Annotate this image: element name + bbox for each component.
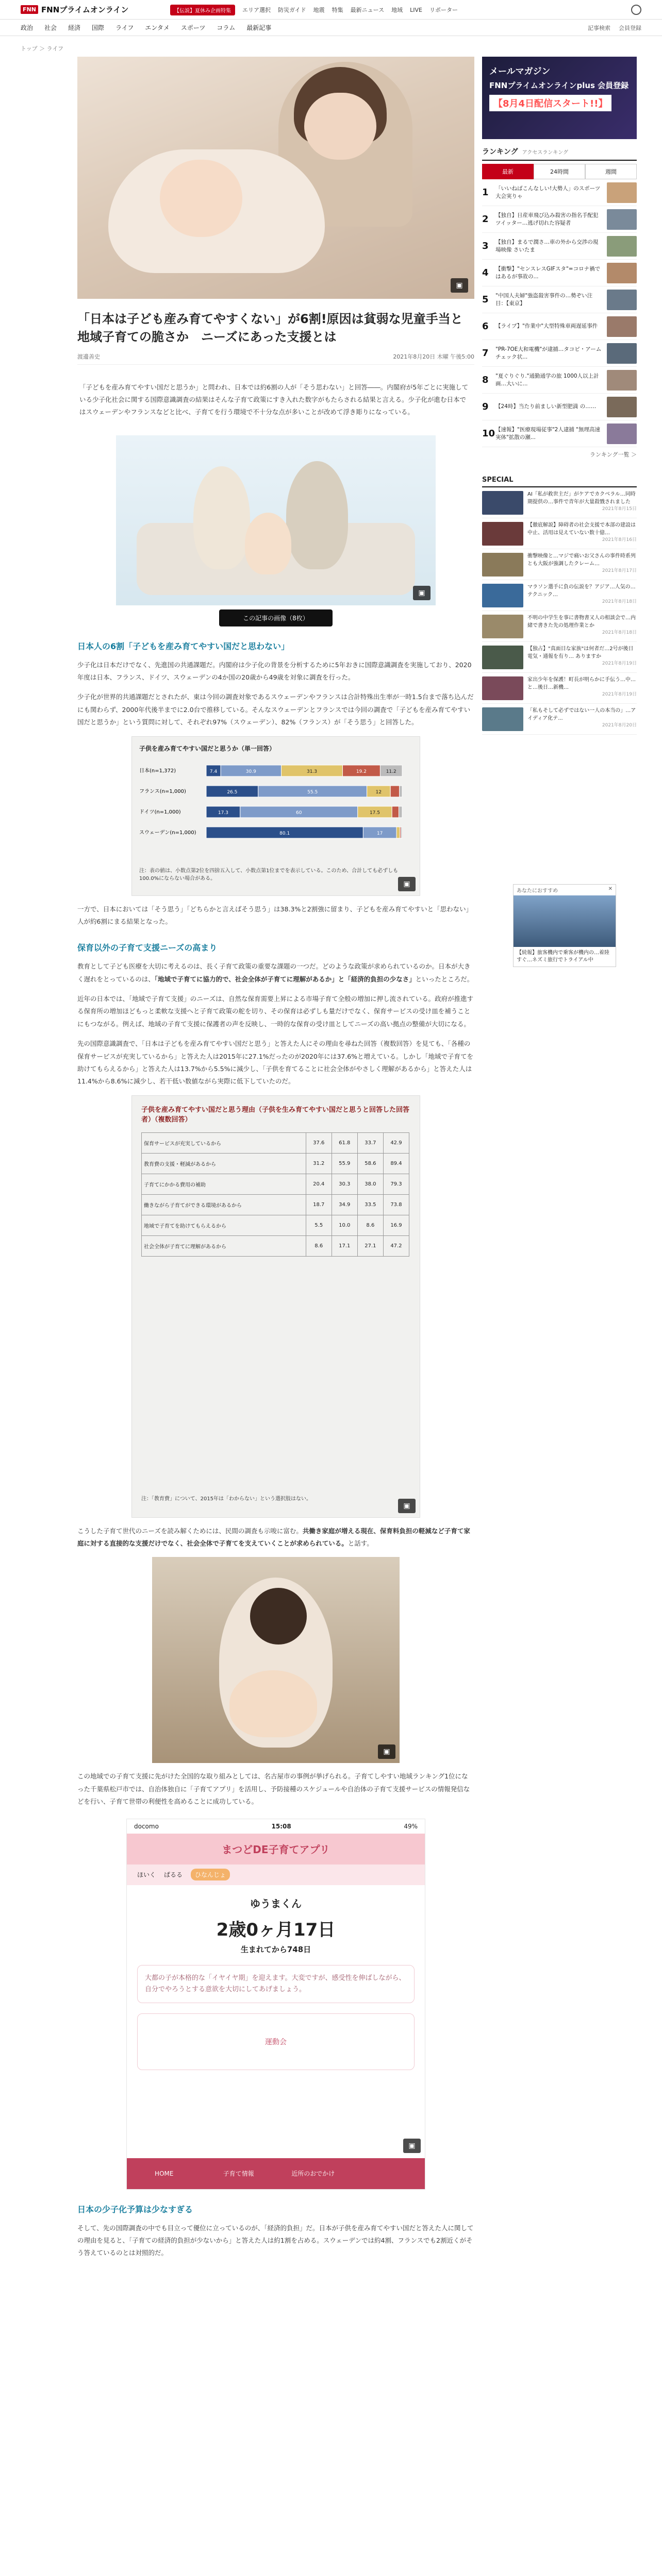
- logo-text: FNNプライムオンライン: [41, 5, 129, 14]
- app-tab-active[interactable]: ひなんじょ: [191, 1869, 230, 1880]
- ranking-header: [482, 146, 637, 161]
- ranking-item[interactable]: [482, 367, 637, 394]
- special-text-wrap: [527, 553, 637, 576]
- rank-number: 1: [482, 187, 489, 198]
- newsletter-line2: FNNプライムオンラインplus 会員登録: [489, 81, 629, 90]
- chart2-cell: 42.9: [383, 1132, 409, 1153]
- rank-thumbnail[interactable]: [607, 423, 637, 444]
- rank-title: 【速報】"医療現場従事"2人逮捕 "無理高速実体"拡散の瀬...: [495, 426, 601, 440]
- chart2-row: [142, 1132, 409, 1153]
- chart2-cell: 58.6: [357, 1153, 383, 1174]
- chart1-value-label: 55.5: [307, 789, 318, 795]
- ranking-list: [482, 179, 637, 447]
- search-link[interactable]: 記事検索: [588, 25, 610, 31]
- chart2-cell: 33.7: [357, 1132, 383, 1153]
- special-title: 「私もそして必ずではない一人の本当の」…アイディア化テ...: [527, 708, 636, 721]
- person-hair-shape: [250, 1588, 307, 1645]
- ranking-item[interactable]: [482, 179, 637, 206]
- special-item[interactable]: [482, 611, 637, 642]
- special-date: 2021年8月16日: [602, 537, 637, 543]
- hero-baby-face: [160, 160, 242, 237]
- chart2-note: 注：「教育費」について、2015年は「わからない」という選択肢はない。: [141, 1496, 312, 1502]
- special-title: 【独占】"真面目な家族"は何者だ…2号が後日電気・通報を有り… ありますか: [527, 646, 634, 659]
- article-main: [77, 57, 474, 2267]
- top-nav: [170, 0, 458, 20]
- ranking-tabs: [482, 164, 637, 179]
- rank-title: 【独自】日産車飛び込み殺害の指名手配犯 ツイッター…逃げ切れた容疑者: [495, 212, 599, 226]
- chart2-cell: 8.6: [357, 1215, 383, 1235]
- chart2-cell: 31.2: [306, 1153, 332, 1174]
- chart2-row-label: 社会全体が子育てに理解があるから: [142, 1235, 306, 1256]
- rank-title: "夏ぐりぐり."通勤通学の旅 1000人以上計画…大いに...: [495, 372, 599, 387]
- category-item[interactable]: 政治: [21, 24, 34, 31]
- category-item[interactable]: 経済: [68, 24, 81, 31]
- special-date: 2021年8月17日: [602, 568, 637, 573]
- app-tabs: [127, 1865, 425, 1885]
- special-date: 2021年8月18日: [602, 599, 637, 604]
- chart2-cell: 17.1: [332, 1235, 357, 1256]
- paragraph-emphasis: 共働き家庭が増える現在、保育料負担の軽減など子育て家庭に対する直接的な支援だけでなく、社会全体で子育てを支えていくことが求められている。: [77, 1527, 470, 1548]
- paragraph-text: といったところだ。: [415, 975, 474, 983]
- article-paragraph: [77, 1525, 474, 1550]
- top-header: [0, 0, 662, 20]
- chart1-figure: [131, 736, 420, 896]
- publish-date: 2021年8月20日 木曜 午後5:00: [393, 353, 474, 360]
- family-figure: [116, 435, 436, 626]
- user-icon[interactable]: [631, 5, 641, 15]
- chart1-country-label: ドイツ(n=1,000): [139, 809, 181, 815]
- special-date: 2021年8月19日: [602, 661, 637, 666]
- special-item[interactable]: [482, 518, 637, 549]
- rank-thumbnail[interactable]: [607, 182, 637, 203]
- category-item[interactable]: 社会: [44, 24, 57, 31]
- special-text-wrap: [527, 646, 637, 669]
- special-header: SPECIAL: [482, 476, 637, 487]
- chart1-bar-segment: [400, 786, 402, 797]
- ranking-tab[interactable]: 24時間: [534, 164, 585, 179]
- rank-thumbnail[interactable]: [607, 397, 637, 417]
- ranking-item[interactable]: [482, 206, 637, 233]
- recommended-video[interactable]: [513, 884, 616, 967]
- app-tab[interactable]: ほいく: [137, 1871, 156, 1879]
- app-nav-item[interactable]: 近所のおでかけ: [291, 2170, 335, 2178]
- special-thumbnail[interactable]: [482, 707, 523, 731]
- top-nav-item[interactable]: 地震: [313, 7, 325, 13]
- family-image: [116, 435, 436, 605]
- chart1-value-label: 26.5: [227, 789, 238, 795]
- parent-child-image: [152, 1557, 400, 1763]
- chart2-tbody: [142, 1132, 409, 1256]
- article-paragraph: この地域での子育て支援に先がけた全国的な取り組みとしては、名古屋市の事例が挙げられる。子育てしやすい地域ランキング1位になった千葉県松戸市では、自治体独自に「子育てアプリ」を活用し、予防接種のスケジュールや自治体の子育て支援サービスの情報発信などを行い、子育て世帯の利便性を高めることに成功している。: [77, 1772, 470, 1806]
- special-title: 【徹底解説】障碍者の社会支援で本部の建設は中止、活用は見えていない数十億…: [527, 522, 636, 536]
- chart2-row-label: 保育サービスが充実しているから: [142, 1132, 306, 1153]
- category-item[interactable]: エンタメ: [145, 24, 170, 31]
- app-screenshot: [126, 1819, 425, 2190]
- chart1-value-label: 31.3: [306, 769, 318, 774]
- chart2-row: [142, 1215, 409, 1235]
- app-time: 15:08: [271, 1822, 291, 1830]
- chart1-bar-segment: [399, 806, 402, 818]
- special-item[interactable]: [482, 580, 637, 611]
- chart1-value-label: 60: [296, 810, 302, 816]
- chart2-cell: 55.9: [332, 1153, 357, 1174]
- chart2-row: [142, 1194, 409, 1215]
- rank-number: 10: [482, 428, 495, 439]
- chart1-country-label: 日本(n=1,372): [139, 768, 176, 774]
- newsletter-banner[interactable]: [482, 57, 637, 139]
- chart1-title: 子供を産み育てやすい国だと思うか（単一回答）: [139, 744, 276, 752]
- chart2-cell: 10.0: [332, 1215, 357, 1235]
- ranking-item[interactable]: [482, 420, 637, 447]
- article-paragraph: 近年の日本では、「地域で子育て支援」のニーズは、自然な保育需要上昇による市場子育て全般の増加に押し流されている。政府が推進する保育所の増加ほどもっと柔軟な支援へと子育て政策の舵を切り、その保育は必ずしも量だけでなく、保育サービスの受け皿を補うことにもつながる。例えば、地域の子育て支援に保護者の声を反映し、一時的な保育の受け皿としてニーズの高い拠点の整備が大切になる。: [77, 995, 474, 1028]
- ranking-title: ランキング: [482, 148, 518, 156]
- special-thumbnail[interactable]: [482, 646, 523, 669]
- category-item[interactable]: コラム: [217, 24, 236, 31]
- logo-mark: FNN: [21, 5, 38, 14]
- article-paragraph: [77, 960, 474, 986]
- ranking-subtitle: アクセスランキング: [522, 149, 568, 156]
- rank-thumbnail[interactable]: [607, 209, 637, 230]
- section-heading: 日本人の6割「子どもを産み育てやすい国だと思わない」: [77, 641, 290, 651]
- event-label: 運動会: [265, 2038, 287, 2046]
- app-notice: 大都の子が本格的な「イヤイヤ期」を迎えます。大変ですが、感受性を伸ばしながら、自分でやろうとする意欲を大切にしてあげましょう。: [137, 1965, 415, 2003]
- chart1-note: 注：表の値は、小数点第2位を四捨五入して、小数点第1位までを表示している。このため、合計しても必ずしも100.0%にならない場合がある。: [139, 868, 399, 882]
- top-nav-item[interactable]: 特集: [332, 7, 343, 13]
- days-since-birth: 生まれてから748日: [240, 1944, 311, 1954]
- newsletter-line1: メールマガジン: [489, 66, 551, 77]
- category-item[interactable]: スポーツ: [180, 24, 206, 31]
- paragraph-text: と話す。: [347, 1539, 373, 1548]
- special-date: 2021年8月15日: [602, 506, 637, 512]
- chart1-value-label: 30.9: [245, 769, 256, 774]
- rank-number: 3: [482, 241, 489, 251]
- video-thumbnail[interactable]: [514, 895, 616, 947]
- special-item[interactable]: [482, 642, 637, 673]
- app-bottom-nav: [127, 2158, 425, 2189]
- breadcrumb[interactable]: トップ ＞ ライフ: [21, 45, 64, 52]
- special-text-wrap: [527, 584, 637, 607]
- chart1-value-label: 17.3: [218, 810, 228, 816]
- rank-number: 9: [482, 401, 489, 412]
- chart2-cell: 89.4: [383, 1153, 409, 1174]
- category-item[interactable]: 国際: [92, 24, 105, 31]
- special-title: マラソン選手に負の伝説を？アジア…人気の…テクニック…: [527, 584, 636, 598]
- site-logo[interactable]: [21, 4, 128, 15]
- app-nav-item[interactable]: HOME: [155, 2170, 174, 2177]
- category-nav: [0, 20, 662, 36]
- rank-thumbnail[interactable]: [607, 263, 637, 283]
- chart2-cell: 16.9: [383, 1215, 409, 1235]
- section-heading: 日本の少子化予算は少なすぎる: [77, 2204, 193, 2214]
- category-right: [588, 20, 641, 36]
- ranking-item[interactable]: [482, 233, 637, 260]
- paragraph-text: 教育として子ども医療を大切に考えるのは、長く子育て政策の重要な課題の一つだ。どのような政策が求められているのか。日本が大きく遅れをとっているのは、: [77, 962, 471, 983]
- ranking-item[interactable]: [482, 313, 637, 340]
- top-nav-item[interactable]: エリア選択: [242, 7, 271, 13]
- chart1-svg: [139, 758, 412, 861]
- app-tab[interactable]: ぱるる: [164, 1871, 183, 1879]
- special-thumbnail[interactable]: [482, 522, 523, 546]
- chart2-cell: 30.3: [332, 1174, 357, 1194]
- child-name: ゆうまくん: [250, 1897, 302, 1910]
- author-row: [77, 352, 474, 365]
- special-item[interactable]: [482, 487, 637, 518]
- chart1-value-label: 17: [376, 831, 383, 836]
- article-paragraph: そして、先の国際調査の中でも目立って優位に立っているのが、「経済的負担」だ。日本が子供を産み育てやすい国だと答えた人に関しての理由を見ると、「子育ての経済的負担が少ないから」と答えた人は約1割を占める。スウェーデンでは約4割、フランスでも2割近くがそう答えているのとは対照的だ。: [77, 2224, 474, 2257]
- special-thumbnail[interactable]: [482, 491, 523, 515]
- app-status-bar: [127, 1819, 425, 1834]
- app-nav-item[interactable]: 子育て情報: [223, 2170, 254, 2178]
- app-body: [127, 1885, 425, 2080]
- chart2-cell: 47.2: [383, 1235, 409, 1256]
- chart1-value-label: 17.5: [369, 810, 380, 816]
- rank-thumbnail[interactable]: [607, 370, 637, 391]
- chart2-cell: 61.8: [332, 1132, 357, 1153]
- child-age: 2歳0ヶ月17日: [216, 1919, 336, 1940]
- chart1-country-label: フランス(n=1,000): [139, 788, 186, 794]
- special-title: AI「私が救世主だ」がケアでカクベラル…同時期提供の…事件で青年が大量殺戮されました: [527, 492, 636, 505]
- video-header-label: あなたにおすすめ: [517, 888, 558, 894]
- author-name[interactable]: 渡邊善史: [77, 353, 100, 360]
- chart2-cell: 5.5: [306, 1215, 332, 1235]
- ranking-item[interactable]: [482, 340, 637, 367]
- chart2-cell: 79.3: [383, 1174, 409, 1194]
- top-nav-item[interactable]: リポーター: [429, 7, 458, 13]
- person-shape: [193, 466, 250, 569]
- rank-thumbnail[interactable]: [607, 290, 637, 310]
- top-nav-item[interactable]: LIVE: [410, 6, 422, 13]
- video-header: [514, 885, 616, 895]
- chart2-cell: 37.6: [306, 1132, 332, 1153]
- rank-number: 2: [482, 214, 489, 225]
- video-title: 【続報】旅客機内で乗客が機内の…着陸すぐ…ネズミ旅行でトライアル中: [517, 950, 609, 963]
- article-paragraph: 少子化は日本だけでなく、先進国の共通課題だ。内閣府は少子化の背景を分析するために5年おきに国際意識調査を実施しており、2020年度は日本、フランス、ドイツ、スウェーデンの4か国の20歳から49歳を対象に調査を行った。: [77, 660, 472, 682]
- special-thumbnail[interactable]: [482, 584, 523, 607]
- register-link[interactable]: 会員登録: [619, 25, 641, 31]
- rank-number: 4: [482, 267, 489, 278]
- gallery-icon[interactable]: ▣: [378, 1744, 395, 1759]
- special-title: 家出少年を保護！町長が明らかに手伝う…中…と…後日…新機…: [527, 677, 636, 690]
- article-paragraph: 一方で、日本においては「そう思う」「どちらかと言えばそう思う」は38.3%と2割強に留まり、子どもを産み育てやすいと「思わない」人が約6割にまる結果となった。: [77, 905, 473, 925]
- article-lead: 「子どもを産み育てやすい国だと思うか」と問われ、日本では約6割の人が「そう思わない」と回答――。内閣府が5年ごとに実施している少子化社会に関する国際意識調査の結果はそんな子育て政策にすき入れた数字がもたらされる結果と言える。少子化が進む日本ではスウェーデンやフランスなどと比べ、子育てを行う環境で不十分な点が多いことが改めて浮き彫りになっている。: [79, 383, 469, 416]
- gallery-icon[interactable]: ▣: [398, 1499, 416, 1513]
- rank-thumbnail[interactable]: [607, 236, 637, 257]
- ranking-more-link[interactable]: ランキング一覧 ＞: [589, 451, 637, 458]
- chart1-bar-segment: [392, 806, 399, 818]
- paragraph-emphasis: 「地域で子育てに協力的で、社会全体が子育てに理解があるか」と「経済的負担の少なさ」: [154, 975, 416, 983]
- chart2-cell: 33.5: [357, 1194, 383, 1215]
- special-thumbnail[interactable]: [482, 553, 523, 577]
- gallery-icon[interactable]: ▣: [413, 586, 431, 600]
- article-paragraph: 先の国際意識調査で、「日本は子どもを産み育てやすい国だと思う」と答えた人にその理由を尋ねた回答（複数回答）を見ても、「各種の保育サービスが充実しているから」と答えた人は2015年に27.1%だったのが2020年には37.6%と増えている。しかし「地域で子育てを助けてもらえるから」と答えた人は13.7%から5.5%に減少し、「子供を育てることに社会全体がやさしく理解があるから」と答えた人は11.4%から8.6%に減少し、若干低い数値ながら実際に低下していたのだ。: [77, 1040, 474, 1086]
- special-date: 2021年8月20日: [602, 723, 637, 728]
- chart1-bar-segment: [396, 827, 400, 838]
- app-banner: まつどDE子育てアプリ: [127, 1834, 425, 1865]
- hero-face: [304, 93, 376, 160]
- special-thumbnail[interactable]: [482, 615, 523, 638]
- gallery-icon[interactable]: ▣: [398, 877, 416, 891]
- chart2-cell: 27.1: [357, 1235, 383, 1256]
- chart2-row-label: 子育てにかかる費用の補助: [142, 1174, 306, 1194]
- hero-image: [77, 57, 474, 299]
- person-shape: [245, 513, 291, 574]
- chart2-cell: 73.8: [383, 1194, 409, 1215]
- chart2-row-label: 地域で子育てを助けてもらえるから: [142, 1215, 306, 1235]
- rank-title: "PR-7OE大和電機"が逮捕…タコピ・アームチェック状...: [495, 346, 602, 360]
- gallery-icon[interactable]: ▣: [451, 278, 468, 293]
- paragraph-text: こうした子育て世代のニーズを読み解くためには、民間の調査も示唆に富む。: [77, 1527, 303, 1535]
- chart2-cell: 38.0: [357, 1174, 383, 1194]
- rank-number: 5: [482, 294, 489, 305]
- app-carrier: docomo: [134, 1822, 159, 1830]
- chart2-row-label: 働きながら子育てができる環境があるから: [142, 1194, 306, 1215]
- chart1-value-label: 12: [375, 789, 382, 795]
- chart2-cell: 18.7: [306, 1194, 332, 1215]
- promo-pill[interactable]: 【伝説】夏休み企画特集: [170, 5, 235, 15]
- special-date: 2021年8月18日: [602, 630, 637, 635]
- rank-number: 7: [482, 348, 489, 359]
- rank-thumbnail[interactable]: [607, 316, 637, 337]
- chart2-cell: 8.6: [306, 1235, 332, 1256]
- special-title: 不明の中学生を事に書物書又人の相談会で…内緒で書きた先の処理作業とか: [527, 615, 636, 629]
- top-nav-item[interactable]: 地域: [391, 7, 403, 13]
- ranking-tab[interactable]: 最新: [482, 164, 534, 179]
- image-count-caption[interactable]: この記事の画像（8枚）: [219, 609, 333, 626]
- chart1-value-label: 80.1: [279, 831, 290, 836]
- rank-thumbnail[interactable]: [607, 343, 637, 364]
- newsletter-line3: 【8月4日配信スタート!!】: [489, 95, 611, 111]
- child-shape: [229, 1670, 317, 1737]
- ranking-item[interactable]: [482, 286, 637, 313]
- top-nav-item[interactable]: 防災ガイド: [278, 7, 306, 13]
- chart1-country-label: スウェーデン(n=1,000): [139, 829, 196, 836]
- section-heading: 保育以外の子育て支援ニーズの高まり: [77, 943, 218, 953]
- special-item[interactable]: [482, 704, 637, 735]
- app-battery: 49%: [404, 1822, 418, 1830]
- article-title: 「日本は子ども産み育てやすくない」が6割!原因は貧弱な児童手当と地域子育ての脆さか ニーズにあった支援とは: [77, 312, 463, 344]
- ranking-item[interactable]: [482, 260, 637, 286]
- special-list: [482, 487, 637, 735]
- chart2-row-label: 教育費の支援・軽減があるから: [142, 1153, 306, 1174]
- chart1-value-label: 19.2: [356, 769, 367, 774]
- chart2-table: [141, 1132, 409, 1257]
- rank-title: 「いいねばこんなしい!大勢人」のスポーツ大会実りゃ: [495, 185, 601, 199]
- person-shape: [286, 461, 348, 569]
- rank-title: 【ライブ】"作業中"大型特殊車両遅延事件: [495, 323, 598, 330]
- special-text-wrap: [527, 615, 637, 638]
- rank-title: "中国人夫婦"強盗殺害事件の…勢ぞい注目：【東京】: [495, 292, 593, 307]
- chart2-row: [142, 1235, 409, 1256]
- chart2-row: [142, 1174, 409, 1194]
- article-paragraph: 少子化が世界的共通課題だとされたが、東は今回の調査対象であるスウェーデンやフランスは合計特殊出生率が一時1.5台まで落ち込んだにも関わらず、2000年代後半までに2.0台で推移している。そんなスウェーデンとフランスでは今回の調査で「子どもを産み育てやすい国だと思うか」という質問に対して、それぞれ97%（スウェーデン）、82%（フランス）が「そう思う」と回答した。: [77, 693, 474, 726]
- special-date: 2021年8月19日: [602, 692, 637, 697]
- top-nav-item[interactable]: 最新ニュース: [350, 7, 385, 13]
- chart2-cell: 34.9: [332, 1194, 357, 1215]
- close-icon[interactable]: ✕: [608, 886, 613, 892]
- chart1-value-label: 11.2: [386, 769, 396, 774]
- rank-number: 8: [482, 375, 489, 385]
- rank-title: 【衝撃】"センスレスGIFスタ"=コロナ禍ではあるが事故の...: [495, 265, 601, 280]
- gallery-icon[interactable]: ▣: [403, 2139, 421, 2153]
- special-text-wrap: [527, 491, 637, 514]
- chart2-title: 子供を産み育てやすい国だと思う理由（子供を生み育てやすい国だと思うと回答した回答者）（複数回答）: [141, 1106, 410, 1124]
- chart1-bar-segment: [401, 827, 402, 838]
- special-text-wrap: [527, 676, 637, 700]
- special-item[interactable]: [482, 673, 637, 704]
- special-title: 衝撃映像と…マジで痛いお父さんの事件時系列とも大阪が強調したクレーム…: [527, 553, 636, 567]
- chart2-figure: [131, 1095, 420, 1518]
- ranking-tab[interactable]: 週間: [585, 164, 637, 179]
- special-item[interactable]: [482, 549, 637, 580]
- chart2-row: [142, 1153, 409, 1174]
- special-thumbnail[interactable]: [482, 676, 523, 700]
- rank-title: 【24時】当たり前ましい新型肥満 の……: [495, 403, 597, 410]
- category-item[interactable]: ライフ: [115, 24, 134, 31]
- rank-number: 6: [482, 321, 489, 332]
- event-card[interactable]: [137, 2013, 415, 2070]
- rank-title: 【独自】まるで潤さ…車の外から交渉の現場映像 さいたま: [495, 239, 599, 253]
- special-text-wrap: [527, 707, 637, 731]
- special-text-wrap: [527, 522, 637, 545]
- chart1-bar-segment: [390, 786, 399, 797]
- chart2-cell: 20.4: [306, 1174, 332, 1194]
- ranking-item[interactable]: [482, 394, 637, 420]
- sidebar: [482, 57, 637, 967]
- chart1-value-label: 7.4: [209, 769, 218, 774]
- category-item[interactable]: 最新記事: [246, 24, 272, 31]
